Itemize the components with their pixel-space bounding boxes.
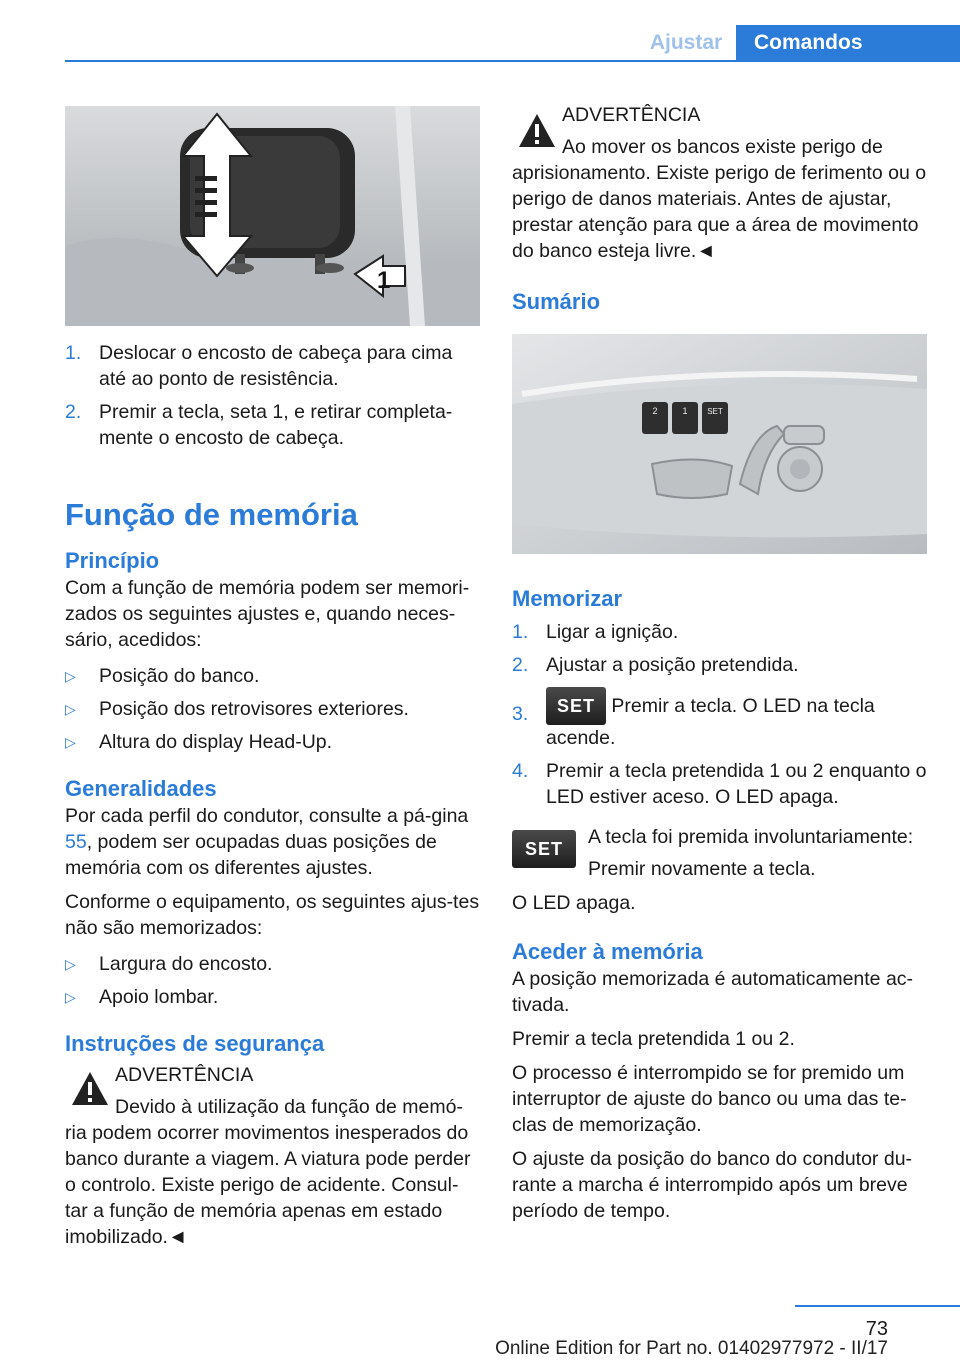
step-item [65,399,480,451]
list-item: ▷ Apoio lombar. [65,986,219,1008]
warning-text: Devido à utilização da função de memó- [115,1096,463,1118]
figure-label-1: 1 [377,267,391,294]
seat-controls-illustration [512,334,927,554]
right-column [512,102,927,316]
set-button-icon: SET [546,687,606,725]
step-number: 1. [65,342,82,364]
step-item: 4. Premir a tecla pretendida 1 ou 2 enquanto o LED estiver aceso. O LED apaga. [512,760,927,808]
headrest-figure [65,106,480,326]
safety-heading: Instruções de segurança [65,1031,325,1056]
step-text: Premir a tecla, seta 1, e retirar completa-mente o encosto de cabeça. [99,401,453,449]
access-text: O ajuste da posição do banco do condutor du-rante a marcha é interrompido após um breve período de tempo. [512,1148,913,1222]
warning-text-cont: aprisionamento. Existe perigo de ferimento ou o perigo de danos materiais. Antes de ajustar, prestar atenção para que a área de movimento do banco esteja livre.◄ [512,162,927,262]
memory-button-set: SET [707,407,723,416]
seat-controls-figure [512,334,927,554]
warning-text: Ao mover os bancos existe perigo de [562,136,883,158]
edition-note: Online Edition for Part no. 01402977972 - II/17 [495,1338,888,1359]
warning-block [512,102,927,160]
principle-text: Com a função de memória podem ser memori-zados os seguintes ajustes e, quando neces-sário, acedidos: [65,577,470,651]
warning-icon [512,112,562,150]
left-column [65,340,480,1250]
access-text: Premir a tecla pretendida 1 ou 2. [512,1028,795,1050]
warning-block [65,1062,480,1120]
memory-button-1: 1 [682,406,688,416]
step-item: 2. Ajustar a posição pretendida. [512,654,799,676]
access-heading: Aceder à memória [512,939,703,964]
note-line: Premir novamente a tecla. [588,858,816,880]
step-item [65,340,480,392]
list-item: ▷ Posição do banco. [65,665,260,687]
page-number: 73 [865,1318,888,1340]
header-chapter-tab: Comandos [736,25,960,60]
general-text: Por cada perfil do condutor, consulte a pá-gina 55, podem ser ocupadas duas posições de memória com os diferentes ajustes. [65,805,469,879]
footer-rule [795,1305,960,1307]
step-text: Deslocar o encosto de cabeça para cima até ao ponto de resistência. [99,342,453,390]
header-rule [65,60,960,62]
warning-title: ADVERTÊNCIA [562,104,701,126]
page-link[interactable]: 55 [65,831,87,853]
note-block [512,824,927,882]
memory-button-2: 2 [652,406,658,416]
step-item: 1. Ligar a ignição. [512,621,679,643]
principle-heading: Princípio [65,548,160,573]
summary-heading: Sumário [512,289,601,314]
general-heading: Generalidades [65,776,217,801]
memorize-heading: Memorizar [512,586,623,611]
warning-text-cont: ria podem ocorrer movimentos inesperados do banco durante a viagem. A viatura pode perder o controlo. Existe perigo de acidente. Consul-tar a função de memória apenas em estado imobilizado.◄ [65,1122,471,1248]
headrest-illustration [65,106,480,326]
header-section-tab: Ajustar [636,25,736,60]
access-text: O processo é interrompido se for premido um interruptor de ajuste do banco ou uma das te-clas de memorização. [512,1062,907,1136]
set-button-icon: SET [512,830,576,868]
warning-icon [65,1070,115,1108]
step-item: 3. SET Premir a tecla. O LED na tecla acende. [512,687,927,751]
warning-title: ADVERTÊNCIA [115,1064,254,1086]
led-off-text: O LED apaga. [512,892,636,914]
right-column-lower [512,585,927,1224]
general-text-2: Conforme o equipamento, os seguintes ajus-tes não são memorizados: [65,891,480,939]
list-item: ▷ Posição dos retrovisores exteriores. [65,698,409,720]
section-title: Função de memória [65,497,358,532]
step-number: 2. [65,401,82,423]
note-line: A tecla foi premida involuntariamente: [588,826,914,848]
list-item: ▷ Altura do display Head-Up. [65,731,333,753]
list-item: ▷ Largura do encosto. [65,953,273,975]
access-text: A posição memorizada é automaticamente ac-tivada. [512,968,914,1016]
